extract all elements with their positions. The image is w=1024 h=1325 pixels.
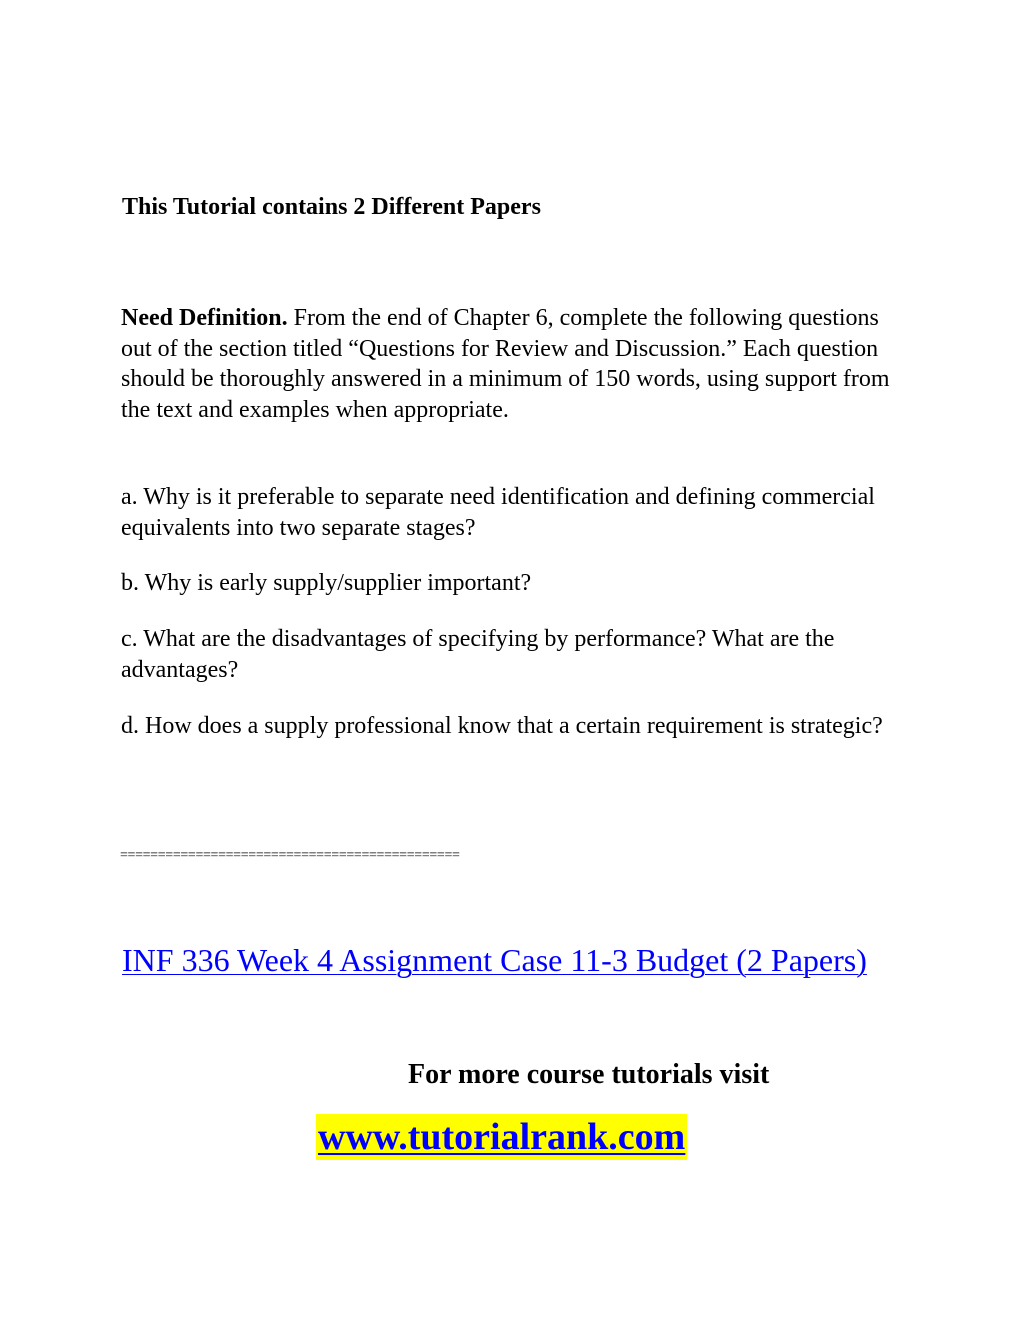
need-definition-text: From the end of Chapter 6, complete the following questions out of the section titled “Questions for Review and Discussion.” Each question should be thoroughly answered in a minimum of 150 words, using support from the text and examples when appropriate.	[121, 305, 890, 424]
website-link[interactable]: www.tutorialrank.com	[318, 1116, 686, 1158]
question-c: c. What are the disadvantages of specifying by performance? What are the advantages?	[121, 626, 835, 683]
question-b: b. Why is early supply/supplier important?	[121, 570, 532, 596]
tutorial-heading: This Tutorial contains 2 Different Papers	[122, 194, 541, 220]
course-title-link[interactable]: INF 336 Week 4 Assignment Case 11-3 Budget (2 Papers)	[122, 942, 867, 978]
visit-prompt: For more course tutorials visit	[408, 1059, 770, 1090]
need-definition-lead: Need Definition.	[121, 305, 288, 331]
need-definition-paragraph	[121, 303, 911, 426]
question-a: a. Why is it preferable to separate need identification and defining commercial equivalents into two separate stages?	[121, 484, 875, 541]
separator-line: =============================================	[120, 848, 460, 863]
question-d: d. How does a supply professional know that a certain requirement is strategic?	[121, 713, 883, 739]
